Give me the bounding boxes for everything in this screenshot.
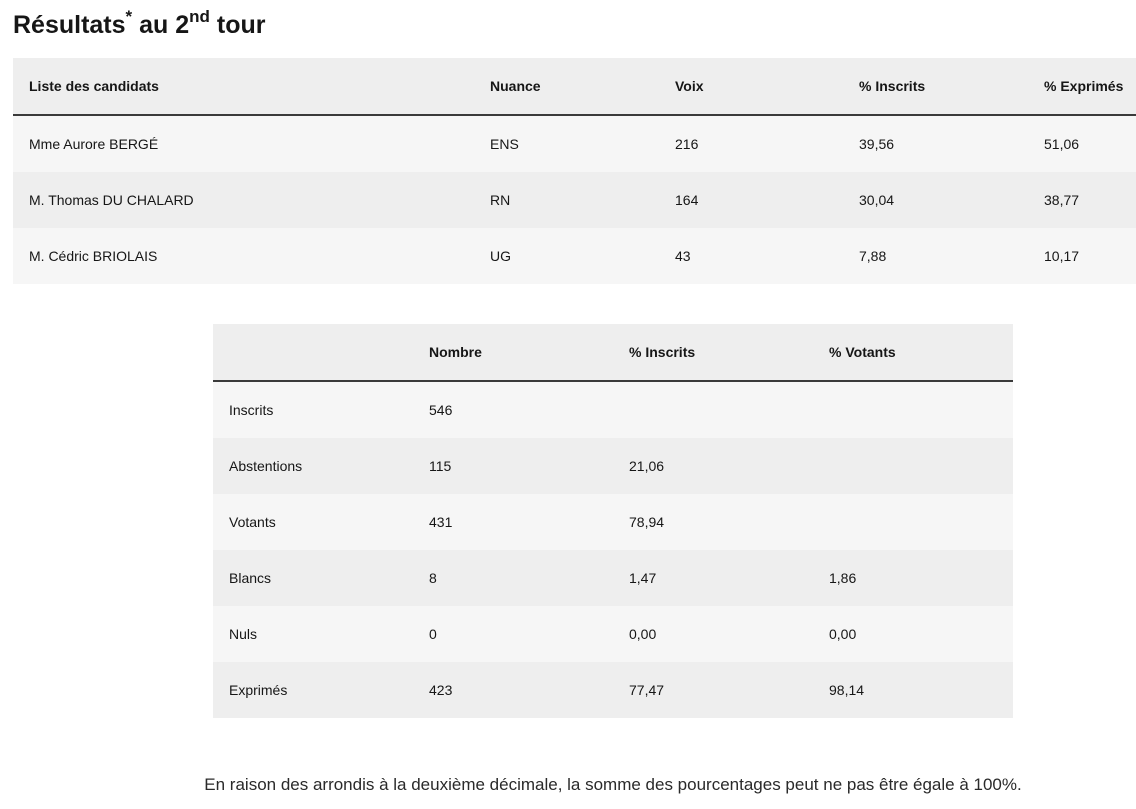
candidates-table [13,58,1136,284]
column-header-pct-inscrits: % Inscrits [843,58,1028,115]
candidate-nuance: RN [474,172,659,228]
title-text: tour [209,11,266,39]
title-text: au 2 [132,11,190,39]
candidate-voix: 216 [659,115,843,172]
cell-pct-inscrits: 1,47 [613,550,813,606]
row-label: Abstentions [213,438,413,494]
cell-pct-inscrits [613,381,813,438]
row-label: Inscrits [213,381,413,438]
table-row [213,550,1013,606]
candidate-name: M. Cédric BRIOLAIS [13,228,474,284]
table-header-row [13,58,1136,115]
column-header-pct-inscrits: % Inscrits [613,324,813,381]
table-row [213,662,1013,718]
cell-pct-inscrits: 77,47 [613,662,813,718]
cell-nombre: 431 [413,494,613,550]
candidate-pct-inscrits: 39,56 [843,115,1028,172]
table-header-row [213,324,1013,381]
candidate-nuance: UG [474,228,659,284]
column-header-nombre: Nombre [413,324,613,381]
table-row [213,381,1013,438]
row-label: Blancs [213,550,413,606]
table-row [13,115,1136,172]
cell-nombre: 0 [413,606,613,662]
column-header-pct-votants: % Votants [813,324,1013,381]
cell-nombre: 546 [413,381,613,438]
candidate-pct-exprimes: 51,06 [1028,115,1136,172]
cell-pct-votants: 0,00 [813,606,1013,662]
cell-pct-votants: 1,86 [813,550,1013,606]
cell-pct-inscrits: 0,00 [613,606,813,662]
column-header-voix: Voix [659,58,843,115]
table-row [13,228,1136,284]
table-row [213,494,1013,550]
candidate-pct-exprimes: 38,77 [1028,172,1136,228]
page-title [13,6,265,44]
cell-nombre: 423 [413,662,613,718]
title-text: Résultats [13,11,126,39]
column-header-pct-exprimes: % Exprimés [1028,58,1136,115]
table-row [213,438,1013,494]
column-header-nuance: Nuance [474,58,659,115]
candidate-voix: 43 [659,228,843,284]
rounding-footnote: En raison des arrondis à la deuxième décimale, la somme des pourcentages peut ne pas être égale à 100%. [204,775,1022,794]
table-row [213,606,1013,662]
column-header-candidates: Liste des candidats [13,58,474,115]
cell-pct-votants: 98,14 [813,662,1013,718]
candidate-pct-inscrits: 7,88 [843,228,1028,284]
candidate-name: Mme Aurore BERGÉ [13,115,474,172]
cell-nombre: 8 [413,550,613,606]
candidate-pct-exprimes: 10,17 [1028,228,1136,284]
title-ordinal: nd [189,6,210,26]
candidate-voix: 164 [659,172,843,228]
candidate-pct-inscrits: 30,04 [843,172,1028,228]
title-asterisk: * [125,6,133,26]
summary-table [213,324,1013,718]
row-label: Exprimés [213,662,413,718]
row-label: Votants [213,494,413,550]
cell-pct-votants [813,438,1013,494]
cell-pct-votants [813,381,1013,438]
cell-pct-votants [813,494,1013,550]
row-label: Nuls [213,606,413,662]
table-row [13,172,1136,228]
cell-nombre: 115 [413,438,613,494]
cell-pct-inscrits: 78,94 [613,494,813,550]
candidate-nuance: ENS [474,115,659,172]
cell-pct-inscrits: 21,06 [613,438,813,494]
candidate-name: M. Thomas DU CHALARD [13,172,474,228]
column-header-label [213,324,413,381]
